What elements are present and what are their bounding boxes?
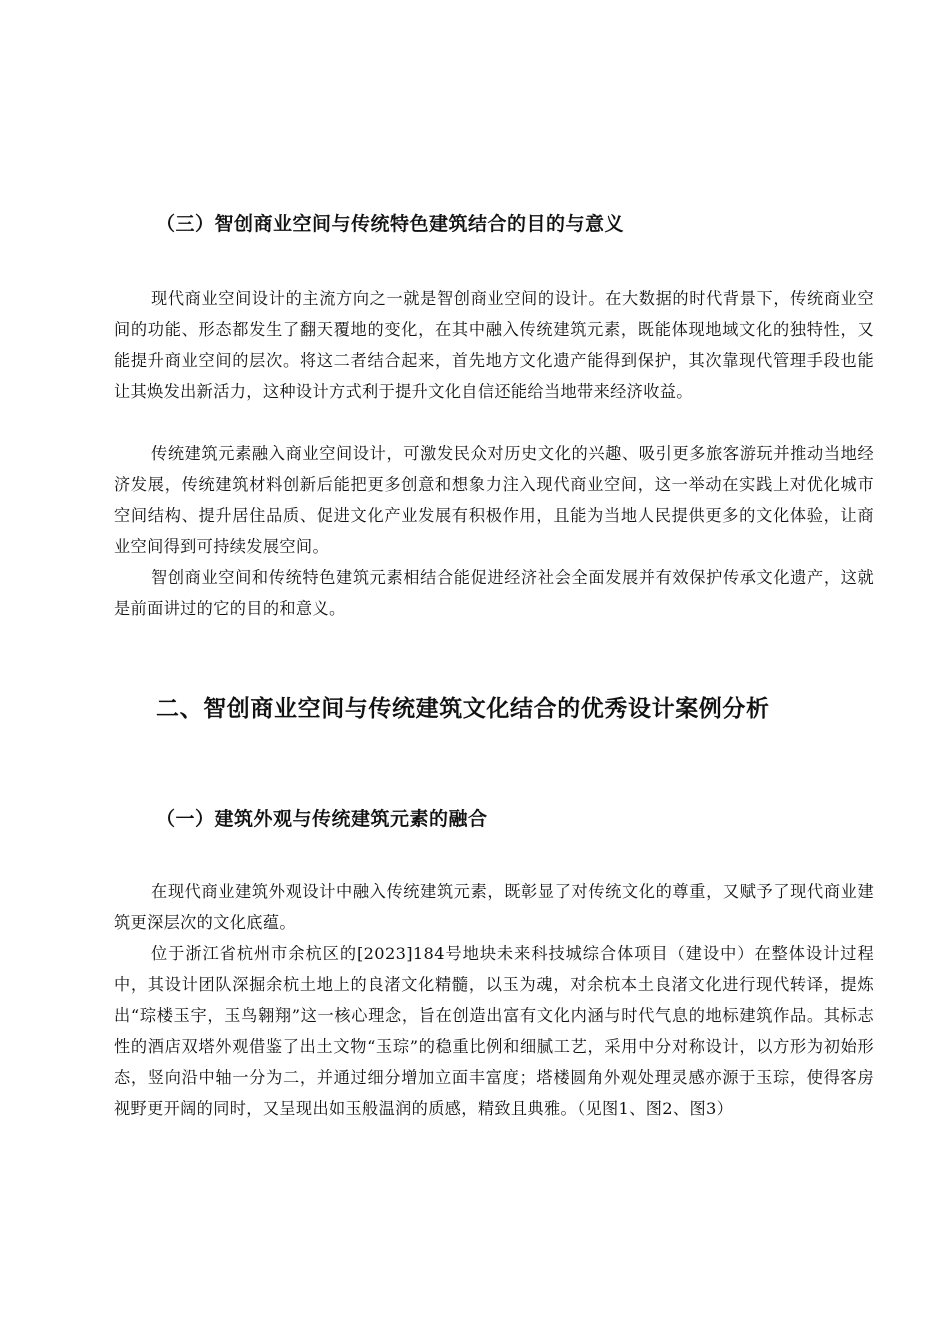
- section-heading-exterior-fusion: （一）建筑外观与传统建筑元素的融合: [156, 808, 488, 830]
- paragraph-1: 现代商业空间设计的主流方向之一就是智创商业空间的设计。在大数据的时代背景下，传统商业空间的功能、形态都发生了翻天覆地的变化，在其中融入传统建筑元素，既能体现地域文化的独特性，又能提升商业空间的层次。将这二者结合起来，首先地方文化遗产能得到保护，其次靠现代管理手段也能让其焕发出新活力，这种设计方式利于提升文化自信还能给当地带来经济收益。: [114, 289, 874, 401]
- paragraph-4: 在现代商业建筑外观设计中融入传统建筑元素，既彰显了对传统文化的尊重，又赋予了现代商业建筑更深层次的文化底蕴。: [114, 882, 874, 932]
- section-heading-purpose-significance: （三）智创商业空间与传统特色建筑结合的目的与意义: [156, 213, 625, 235]
- paragraph-5: 位于浙江省杭州市余杭区的[2023]184号地块未来科技城综合体项目（建设中）在整体设计过程中，其设计团队深掘余杭土地上的良渚文化精髓，以玉为魂，对余杭本土良渚文化进行现代转译，提炼出“琮楼玉宇，玉鸟翱翔”这一核心理念，旨在创造出富有文化内涵与时代气息的地标建筑作品。其标志性的酒店双塔外观借鉴了出土文物“玉琮”的稳重比例和细腻工艺，采用中分对称设计，以方形为初始形态，竖向沿中轴一分为二，并通过细分增加立面丰富度；塔楼圆角外观处理灵感亦源于玉琮，使得客房视野更开阔的同时，又呈现出如玉般温润的质感，精致且典雅。（见图1、图2、图3）: [114, 944, 874, 1118]
- paragraph-3: 智创商业空间和传统特色建筑元素相结合能促进经济社会全面发展并有效保护传承文化遗产，这就是前面讲过的它的目的和意义。: [114, 568, 874, 618]
- chapter-heading-case-analysis: 二、智创商业空间与传统建筑文化结合的优秀设计案例分析: [156, 696, 770, 722]
- paragraph-2: 传统建筑元素融入商业空间设计，可激发民众对历史文化的兴趣、吸引更多旅客游玩并推动当地经济发展，传统建筑材料创新后能把更多创意和想象力注入现代商业空间，这一举动在实践上对优化城市空间结构、提升居住品质、促进文化产业发展有积极作用，且能为当地人民提供更多的文化体验，让商业空间得到可持续发展空间。: [114, 444, 874, 556]
